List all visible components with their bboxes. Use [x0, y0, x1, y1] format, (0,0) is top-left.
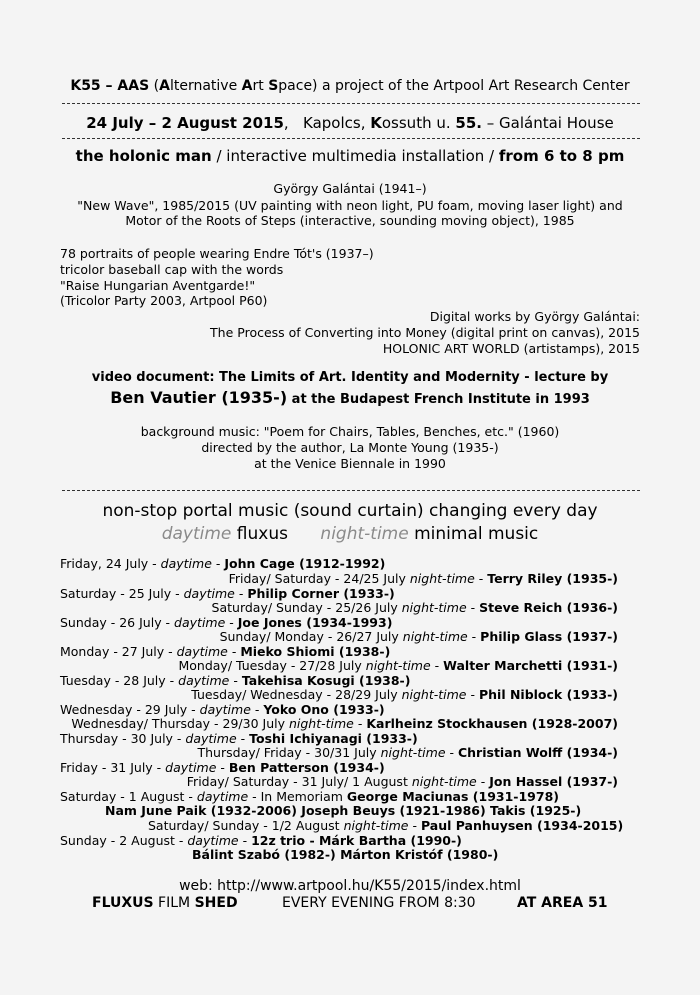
portal-subline: daytime fluxus night-time minimal music: [161, 524, 539, 544]
schedule-row: Thursday - 30 July - daytime - Toshi Ichiyanagi (1933-): [60, 731, 418, 746]
schedule-row: Sunday - 26 July - daytime - Joe Jones (1934-1993): [60, 615, 393, 630]
digital-line-3: HOLONIC ART WORLD (artistamps), 2015: [382, 341, 640, 356]
divider: [62, 103, 640, 104]
schedule-row: Monday - 27 July - daytime - Mieko Shiomi (1938-): [60, 644, 391, 659]
background-line-2: directed by the author, La Monte Young (1935-): [201, 440, 499, 455]
schedule-row: Friday/ Saturday - 31 July/ 1 August night-time - Jon Hassel (1937-): [186, 774, 618, 789]
schedule-row: Sunday - 2 August - daytime - 12z trio - Márk Bartha (1990-): [60, 833, 462, 848]
schedule-row: Wednesday - 29 July - daytime - Yoko Ono (1933-): [60, 702, 385, 717]
video-line: video document: The Limits of Art. Identity and Modernity - lecture by: [91, 370, 609, 385]
web-address[interactable]: web: http://www.artpool.hu/K55/2015/index.html: [179, 878, 521, 894]
schedule-row: Tuesday/ Wednesday - 28/29 July night-time - Phil Niblock (1933-): [191, 687, 618, 702]
galantai-work-2: Motor of the Roots of Steps (interactive, sounding moving object), 1985: [125, 213, 575, 228]
film-shed-label: FLUXUS FILM SHED: [92, 895, 238, 911]
holonic-line: the holonic man / interactive multimedia installation / from 6 to 8 pm: [75, 147, 625, 165]
schedule-row: Saturday/ Sunday - 25/26 July night-time - Steve Reich (1936-): [211, 600, 618, 615]
schedule-row: Saturday/ Sunday - 1/2 August night-time - Paul Panhuysen (1934-2015): [148, 818, 624, 833]
galantai-work-1: "New Wave", 1985/2015 (UV painting with neon light, PU foam, moving laser light) and: [77, 198, 623, 213]
galantai-name: György Galántai (1941–): [273, 181, 427, 196]
portraits-line-3: "Raise Hungarian Aventgarde!": [60, 278, 256, 293]
schedule-row: Friday/ Saturday - 24/25 July night-time - Terry Riley (1935-): [228, 571, 618, 586]
schedule-row: Saturday - 1 August - daytime - In Memoriam George Maciunas (1931-1978): [60, 789, 559, 804]
divider: [62, 490, 640, 491]
background-line-1: background music: "Poem for Chairs, Tables, Benches, etc." (1960): [140, 424, 560, 439]
k55-label: K55 – AAS: [70, 78, 150, 94]
schedule-row: Monday/ Tuesday - 27/28 July night-time - Walter Marchetti (1931-): [178, 658, 618, 673]
schedule-row: Tuesday - 28 July - daytime - Takehisa Kosugi (1938-): [60, 673, 411, 688]
portraits-line-4: (Tricolor Party 2003, Artpool P60): [60, 293, 268, 308]
digital-line-1: Digital works by György Galántai:: [429, 309, 640, 324]
schedule-row: Friday, 24 July - daytime - John Cage (1912-1992): [60, 556, 386, 571]
portraits-line-2: tricolor baseball cap with the words: [60, 262, 284, 277]
schedule-row: Saturday - 25 July - daytime - Philip Corner (1933-): [60, 586, 395, 601]
divider: [62, 138, 640, 139]
schedule-row: Nam June Paik (1932-2006) Joseph Beuys (1921-1986) Takis (1925-): [105, 803, 582, 818]
schedule-row: Friday - 31 July - daytime - Ben Patterson (1934-): [60, 760, 385, 775]
ben-vautier: Ben Vautier (1935-): [110, 388, 288, 407]
portal-line: non-stop portal music (sound curtain) changing every day: [102, 501, 598, 521]
schedule-row: Sunday/ Monday - 26/27 July night-time - Philip Glass (1937-): [219, 629, 618, 644]
schedule-row: Thursday/ Friday - 30/31 July night-time - Christian Wolff (1934-): [197, 745, 618, 760]
portraits-line-1: 78 portraits of people wearing Endre Tót's (1937–): [60, 246, 374, 261]
date-line: 24 July – 2 August 2015, Kapolcs, Kossuth u. 55. – Galántai House: [86, 114, 614, 132]
digital-line-2: The Process of Converting into Money (digital print on canvas), 2015: [210, 325, 640, 340]
background-line-3: at the Venice Biennale in 1990: [254, 456, 446, 471]
evening-label: EVERY EVENING FROM 8:30: [282, 895, 476, 911]
schedule-row: Bálint Szabó (1982-) Márton Kristóf (1980-): [192, 847, 499, 862]
area-label: AT AREA 51: [517, 895, 608, 911]
date-range: 24 July – 2 August 2015: [86, 114, 284, 132]
header-line: K55 – AAS (Alternative Art Space) a project of the Artpool Art Research Center: [70, 78, 630, 94]
vautier-line: Ben Vautier (1935-) at the Budapest French Institute in 1993: [110, 388, 590, 407]
schedule-row: Wednesday/ Thursday - 29/30 July night-time - Karlheinz Stockhausen (1928-2007): [71, 716, 618, 731]
